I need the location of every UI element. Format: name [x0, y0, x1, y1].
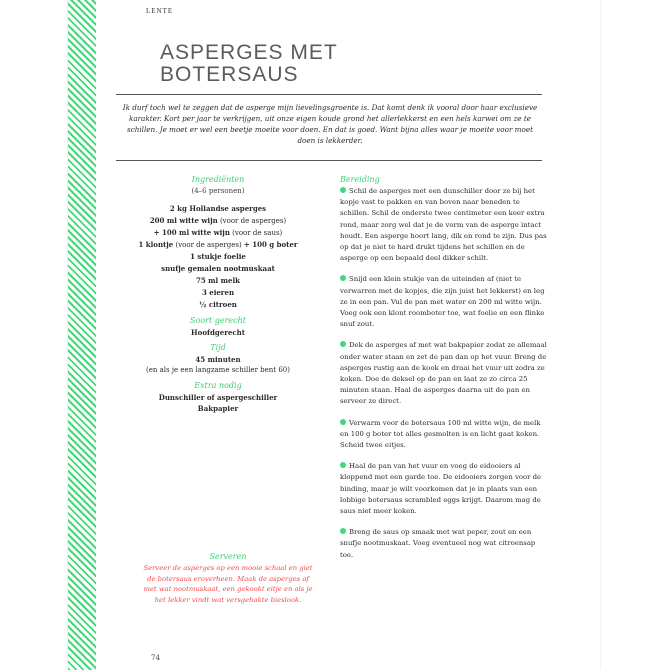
soort-value: Hoofdgerecht: [191, 328, 245, 337]
ingredient-line: 2 kg Hollandse asperges: [169, 204, 267, 213]
soort-heading: Soort gerecht: [190, 316, 246, 325]
page-number: 74: [151, 654, 160, 662]
ingredient-line: 200 ml witte wijn (voor de asperges): [149, 216, 287, 225]
serveren-text: Serveer de asperges op een mooie schaal en giet de botersaus eroverheen. Maak de asperges af met wat nootmuskaat, een gekookt eitje en als je het lekker vindt wat versgehakte bieslook.: [143, 564, 313, 604]
step-item: Snijd een klein stukje van de uiteinden af (niet te verwarren met de kopjes, die zijn juist het lekkerst) en leg ze in een pan. Vul de pan met water en 200 ml witte wijn. Voeg ook een klont roomboter toe, wat foelie en een flinke snuf zout.: [340, 275, 545, 329]
bullet-dot-icon: [340, 528, 346, 534]
serving-block: [140, 551, 316, 605]
persons-note: (4–6 personen): [191, 187, 245, 195]
ingredient-line: 1 klontje (voor de asperges) + 100 g boter: [138, 240, 298, 249]
tijd-value: 45 minuten: [195, 355, 241, 364]
step-item: Schil de asperges met een dunschiller door ze bij het kopje vast te pakken en van boven naar beneden te schillen. Schil de onderste twee centimeter een keer extra rond, maar zorg wel dat je de vorm van de asperge intact houdt. Een asperge hoort lang, dik en rond te zijn. Dus pas op dat je niet te hard drukt tijdens het schillen en de asperge op een bepaald deel dikker schilt.: [340, 187, 547, 263]
top-rule: [116, 94, 542, 95]
extra-line: Dunschiller of aspergeschiller: [158, 393, 278, 402]
bullet-dot-icon: [340, 419, 346, 425]
bullet-dot-icon: [340, 187, 346, 193]
title-line-2: BOTERSAUS: [160, 63, 299, 86]
recipe-title: [160, 42, 460, 86]
ingredient-line: 3 eieren: [201, 288, 235, 297]
serveren-heading: Serveren: [209, 552, 247, 561]
left-column: [126, 174, 310, 414]
intro-text: Ik durf toch wel te zeggen dat de asperge mijn lievelingsgroente is. Dat komt denk ik vooral door haar exclusieve karakter. Kort per jaar te verkrijgen, uit onze eigen koude grond het allerlekkerst en een hels karwei om ze te schillen. Je moet er wel een beetje moeite voor doen. En dat is goed. Want bijna alles waar je moeite voor moet doen is lekkerder.: [122, 103, 538, 145]
extra-line: Bakpapier: [197, 404, 239, 413]
step-item: Verwarm voor de botersaus 100 ml witte wijn, de melk en 100 g boter tot alles gesmolten is en licht gaat koken. Scheid twee eitjes.: [340, 418, 541, 450]
ingredients-heading: Ingrediënten: [191, 175, 245, 184]
bullet-dot-icon: [340, 341, 346, 347]
intro-rule: [116, 160, 542, 161]
step-item: Dek de asperges af met wat bakpapier zodat ze allemaal onder water staan en zet de pan dan op het vuur. Breng de asperges rustig aan de kook en draai het vuur uit zodra ze koken. Doe de deksel op de pan en laat ze zo circa 25 minuten staan. Haal de asperges daarna uit de pan en serveer ze direct.: [340, 341, 547, 406]
step-item: Haal de pan van het vuur en voeg de eidooiers al kloppend met een garde toe. De eidooiers zorgen voor de binding, maar je wilt voorkomen dat je in plaats van een lobbige botersaus scrambled eggs krijgt. Daarom mag de saus niet meer koken.: [340, 462, 542, 516]
ingredient-line: 75 ml melk: [195, 276, 241, 285]
ingredient-line: 1 stukje foelie: [190, 252, 246, 261]
running-head: LENTE: [146, 7, 174, 15]
extra-heading: Extra nodig: [194, 381, 242, 390]
title-line-1: ASPERGES MET: [160, 41, 338, 64]
bullet-dot-icon: [340, 462, 346, 468]
right-column: [340, 174, 550, 571]
step-item: Breng de saus op smaak met wat peper, zout en een snufje nootmuskaat. Voeg eventueel nog wat citroensap toe.: [340, 528, 536, 559]
ingredient-line: ½ citroen: [199, 300, 237, 309]
bereiding-heading: Bereiding: [340, 175, 380, 184]
ingredient-line: snufje gemalen nootmuskaat: [161, 264, 275, 273]
ingredient-line: + 100 ml witte wijn (voor de saus): [153, 228, 283, 237]
tijd-note: (en als je een langzame schiller bent 60): [146, 366, 290, 374]
bullet-dot-icon: [340, 275, 346, 281]
tijd-heading: Tijd: [210, 343, 226, 352]
decorative-stripe: [68, 0, 96, 670]
